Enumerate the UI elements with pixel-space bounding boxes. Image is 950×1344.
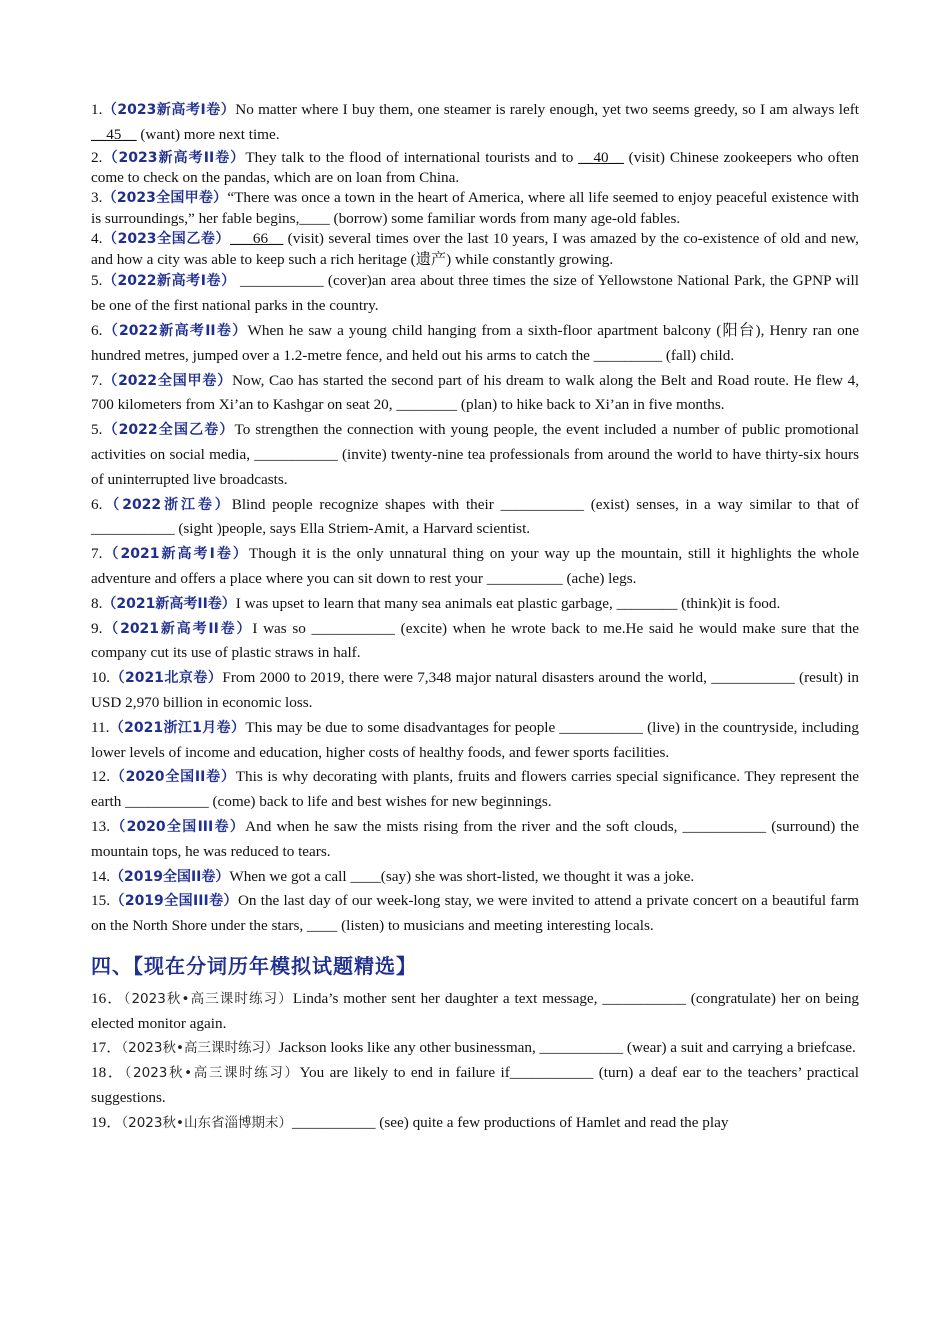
item-text: This is why decorating with plants, fruits and flowers carries special significance. They represent the earth ___________ (come) back to life and best wishes for new beginnings. — [91, 768, 859, 811]
item-number: 5. — [91, 272, 103, 290]
exercise-item — [91, 418, 859, 492]
item-number: 7. — [91, 371, 103, 389]
item-text: When he saw a young child hanging from a sixth-floor apartment balcony (阳台), Henry ran one hundred metres, jumped over a 1.2-metre fence, and held out his arms to catch the _________ (fall) child. — [91, 321, 859, 364]
exercise-item — [91, 148, 859, 189]
item-text: Now, Cao has started the second part of his dream to walk along the Belt and Road route. He flew 4, 700 kilometers from Xi’an to Kashgar on seat 20, ________ (plan) to hike back to Xi’an in five months. — [91, 371, 859, 414]
item-number: 6. — [91, 321, 103, 339]
item-source: （2021新高考I卷） — [102, 546, 249, 563]
item-source: （2023新高考II卷） — [102, 149, 246, 166]
exercise-item — [91, 865, 859, 890]
exercise-item — [91, 889, 859, 939]
item-source: （2022全国乙卷） — [102, 422, 235, 439]
mock-item-source: （2023秋•高三课时练习） — [121, 1040, 279, 1057]
item-source: （2022全国甲卷） — [102, 372, 233, 389]
item-number: 12. — [91, 768, 110, 786]
mock-item-number: 18． — [91, 1064, 125, 1082]
item-answer: ___66__ — [230, 229, 284, 247]
item-text: I was upset to learn that many sea animals eat plastic garbage, ________ (think)it is food. — [235, 594, 781, 612]
exercise-list — [91, 98, 859, 939]
item-source: （2020全国III卷） — [109, 818, 246, 835]
item-answer: __45__ — [91, 125, 137, 143]
item-number: 14. — [91, 867, 110, 885]
mock-item-text: ___________ (see) quite a few productions of Hamlet and read the play — [291, 1113, 729, 1131]
item-number: 10. — [91, 669, 110, 687]
item-text-after: (visit) Chinese zookeepers who often come to check on the pandas, which are on loan from China. — [91, 148, 859, 187]
item-number: 13. — [91, 817, 110, 835]
item-number: 7. — [91, 545, 103, 563]
exercise-item — [91, 319, 859, 369]
item-number: 6. — [91, 495, 103, 513]
item-text: They talk to the flood of international tourists and to — [245, 148, 579, 166]
mock-item-text: Linda’s mother sent her daughter a text message, ___________ (congratulate) her on being elected monitor again. — [91, 989, 859, 1032]
exercise-item — [91, 98, 859, 148]
item-text: Though it is the only unnatural thing on your way up the mountain, still it highlights the whole adventure and offers a place where you can sit down to rest your __________ (ache) legs. — [91, 545, 859, 587]
item-number: 5. — [91, 421, 103, 439]
mock-item-number: 19． — [91, 1113, 122, 1131]
item-text: When we got a call ____(say) she was short-listed, we thought it was a joke. — [229, 867, 695, 885]
item-text: “There was once a town in the heart of America, where all life seemed to enjoy peaceful existence with is surroundings,” her fable begins,____ (borrow) some familiar words from many age-old fables. — [91, 189, 859, 227]
mock-item-number: 16． — [91, 989, 124, 1007]
exercise-item — [91, 666, 859, 716]
item-text: And when he saw the mists rising from the river and the soft clouds, ___________ (surround) the mountain tops, he was reduced to tears. — [91, 817, 859, 860]
item-source: （2020全国II卷） — [109, 769, 236, 786]
item-number: 9. — [91, 619, 103, 637]
exercise-item — [91, 815, 859, 865]
item-text-after: (want) more next time. — [136, 125, 280, 143]
exercise-item — [91, 617, 859, 667]
mock-item-source: （2023秋•高三课时练习） — [124, 1065, 300, 1082]
item-number: 3. — [91, 189, 103, 207]
exercise-item — [91, 269, 859, 319]
exercise-item — [91, 765, 859, 815]
item-text-after: (visit) several times over the last 10 years, I was amazed by the co-existence of old and new, and how a city was able to keep such a rich heritage (遗产) while constantly growing. — [91, 229, 859, 268]
mock-item-source: （2023秋•山东省淄博期末） — [121, 1114, 292, 1131]
document-page — [91, 98, 859, 1136]
item-source: （2019全国III卷） — [109, 893, 238, 910]
mock-item-number: 17． — [91, 1039, 122, 1057]
item-source: （2023新高考I卷） — [102, 102, 236, 118]
item-source: （2022新高考I卷） — [102, 273, 236, 290]
exercise-item — [91, 716, 859, 766]
item-number: 8. — [91, 594, 103, 612]
mock-exercise-list — [91, 987, 859, 1136]
item-source: （2022新高考II卷） — [102, 322, 248, 339]
exercise-item — [91, 542, 859, 592]
item-source: （2021新高考II卷） — [102, 595, 236, 612]
item-text: This may be due to some disadvantages for people ___________ (live) in the countryside, including lower levels of income and education, higher costs of healthy foods, and fewer sports facilities. — [91, 718, 859, 761]
item-number: 4. — [91, 229, 103, 247]
item-number: 1. — [91, 101, 103, 118]
item-source: （2022浙江卷） — [102, 496, 232, 513]
item-text: I was so ___________ (excite) when he wrote back to me.He said he would make sure that the company cut its use of plastic straws in half. — [91, 619, 859, 662]
item-text: Blind people recognize shapes with their ___________ (exist) senses, in a way similar to that of ___________ (sight )people, says Ella Striem-Amit, a Harvard scientist. — [91, 495, 859, 538]
mock-item-text: Jackson looks like any other businessman, ___________ (wear) a suit and carrying a briefcase. — [278, 1039, 856, 1057]
mock-item-text: You are likely to end in failure if___________ (turn) a deaf ear to the teachers’ practical suggestions. — [91, 1064, 859, 1107]
mock-item — [91, 1111, 859, 1136]
mock-item-source: （2023秋•高三课时练习） — [123, 990, 293, 1007]
mock-item — [91, 987, 859, 1037]
exercise-item — [91, 493, 859, 543]
section-heading: 四、【现在分词历年模拟试题精选】 — [91, 953, 417, 978]
item-source: （2019全国II卷） — [109, 868, 230, 885]
item-text: No matter where I buy them, one steamer is rarely enough, yet two seems greedy, so I am always left — [235, 101, 859, 118]
exercise-item — [91, 188, 859, 229]
item-source: （2023全国乙卷） — [102, 230, 231, 247]
item-text: From 2000 to 2019, there were 7,348 major natural disasters around the world, ___________ (result) in USD 2,970 billion in economic loss. — [91, 669, 860, 711]
item-text: ___________ (cover)an area about three times the size of Yellowstone National Park, the GPNP will be one of the first national parks in the country. — [91, 272, 859, 315]
item-number: 2. — [91, 148, 103, 166]
item-text: To strengthen the connection with young people, the event included a number of public promotional activities on social media, ___________ (invite) twenty-nine tea professionals from around the world to have thirty-six hours of uninterrupted live broadcasts. — [91, 421, 860, 488]
item-source: （2021北京卷） — [109, 670, 223, 687]
item-number: 11. — [91, 718, 110, 736]
item-number: 15. — [91, 892, 110, 910]
item-source: （2023全国甲卷） — [102, 190, 228, 207]
item-source: （2021浙江1月卷） — [109, 719, 246, 736]
item-text: On the last day of our week-long stay, we were invited to attend a private concert on a beautiful farm on the North Shore under the stars, ____ (listen) to musicians and meeting interesting locals. — [91, 892, 859, 935]
item-source: （2021新高考II卷） — [102, 620, 253, 637]
exercise-item — [91, 369, 859, 419]
exercise-item — [91, 229, 859, 270]
mock-item — [91, 1036, 859, 1061]
item-answer: __40__ — [578, 148, 624, 166]
exercise-item — [91, 592, 859, 617]
mock-item — [91, 1061, 859, 1111]
